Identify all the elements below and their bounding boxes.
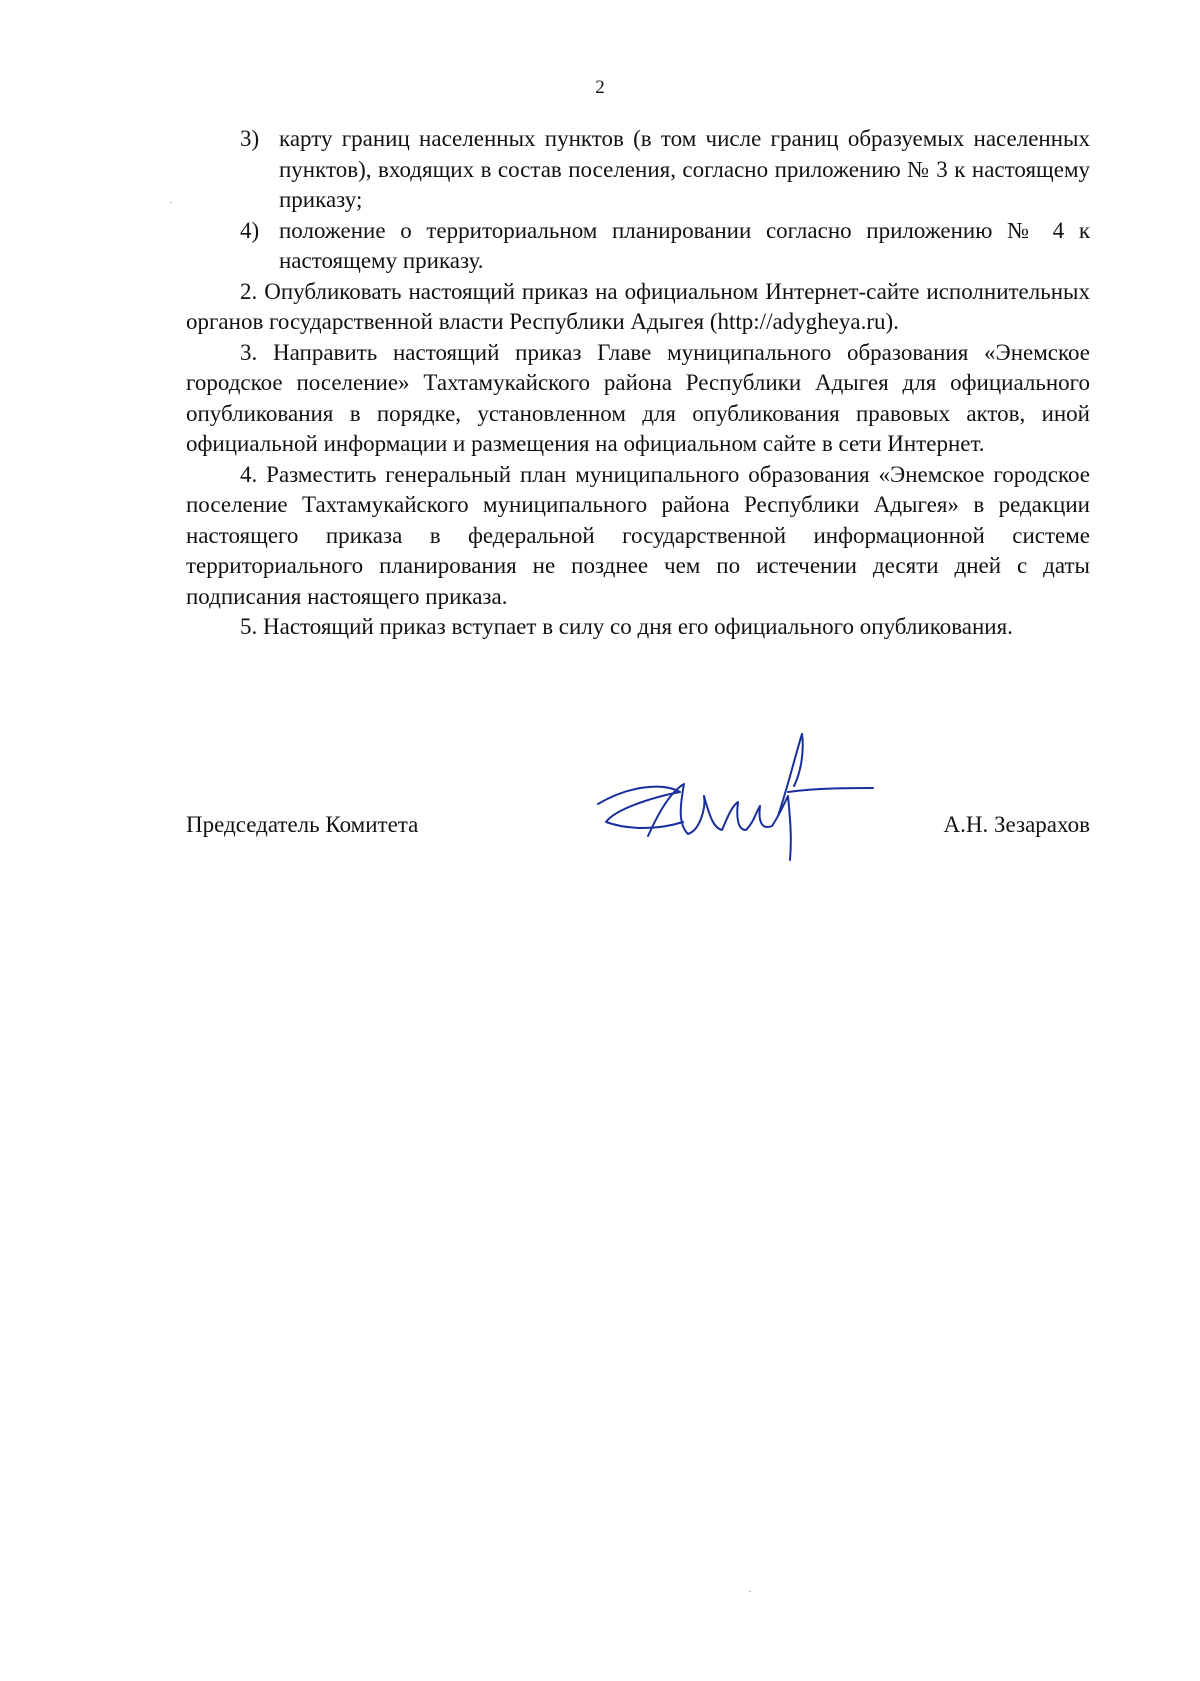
- signatory-name: А.Н. Зезарахов: [943, 812, 1090, 837]
- scan-speck: [749, 1591, 751, 1592]
- list-item-number: 3): [240, 126, 260, 151]
- body-text: [186, 124, 1090, 643]
- list-item-number: 4): [240, 217, 260, 243]
- signatory-title: Председатель Комитета: [186, 812, 419, 837]
- list-item-text: карту границ населенных пунктов (в том числе границ образуемых населенных пунктов), входящих в состав поселения, согласно приложению № 3 к настоящему приказу;: [279, 126, 1090, 212]
- page-number: 2: [595, 77, 605, 98]
- paragraph-3: 3. Направить настоящий приказ Главе муниципального образования «Энемское городское поселение» Тахтамукайского района Республики Адыгея для официального опубликования в порядке, установленном для опубликования правовых актов, иной официальной информации и размещения на официальном сайте в сети Интернет.: [186, 339, 1090, 456]
- list-item: [240, 216, 1090, 277]
- scan-speck: [170, 202, 172, 203]
- paragraph-2: 2. Опубликовать настоящий приказ на официальном Интернет-сайте исполнительных органов государственной власти Республики Адыгея (http://adygheya.ru).: [186, 278, 1090, 334]
- handwritten-signature: [588, 726, 878, 876]
- paragraph-5: 5. Настоящий приказ вступает в силу со дня его официального опубликования.: [240, 614, 1013, 639]
- list-item-text: положение о территориальном планировании согласно приложению № 4 к настоящему приказу.: [279, 217, 1090, 273]
- list-item: [240, 124, 1090, 216]
- paragraph-4: 4. Разместить генеральный план муниципального образования «Энемское городское поселение Тахтамукайского муниципального района Республики Адыгея» в редакции настоящего приказа в федеральной государственной информационной системе территориального планирования не позднее чем по истечении десяти дней с даты подписания настоящего приказа.: [186, 461, 1090, 609]
